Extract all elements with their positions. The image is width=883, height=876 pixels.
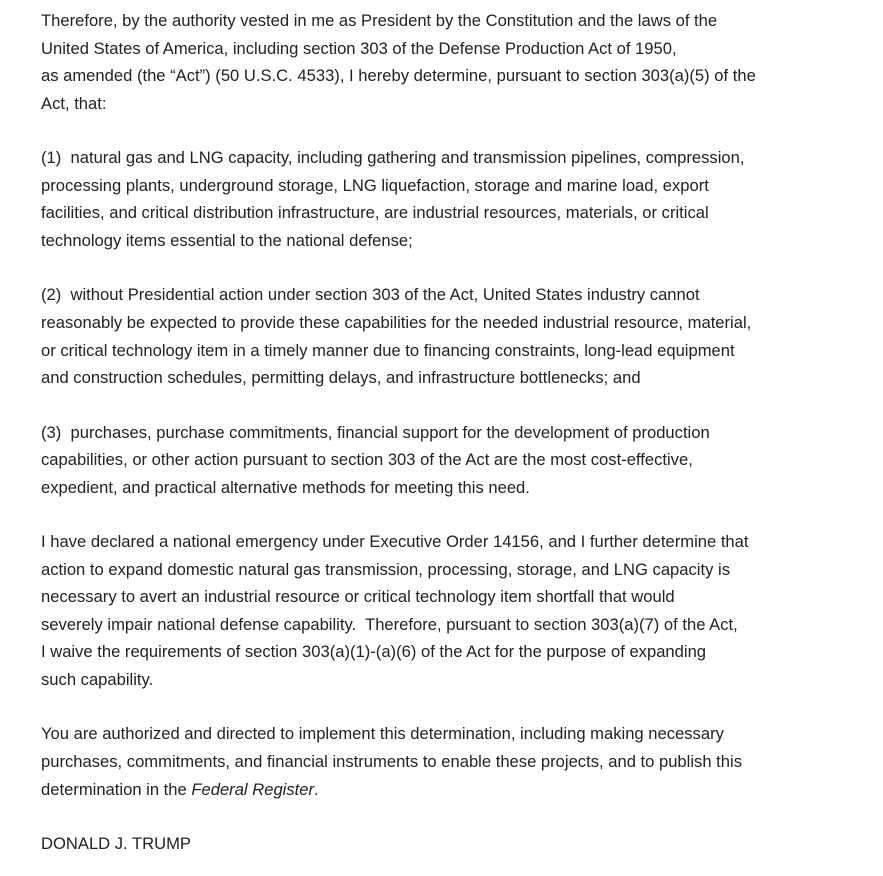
document-body (41, 7, 841, 858)
text-line: Therefore, by the authority vested in me as President by the Constitution and the laws of the (41, 11, 718, 30)
paragraph-item-1 (41, 144, 841, 254)
federal-register-title: Federal Register (191, 779, 315, 799)
text-line: (1) natural gas and LNG capacity, including gathering and transmission pipelines, compression, (41, 148, 745, 168)
signature: DONALD J. TRUMP (41, 834, 191, 854)
text-line: United States of America, including section 303 of the Defense Production Act of 1950, (41, 38, 677, 58)
text-line: as amended (the “Act”) (50 U.S.C. 4533), I hereby determine, pursuant to section 303(a)(5) of the (41, 66, 756, 86)
text-line: reasonably be expected to provide these capabilities for the needed industrial resource, material, (41, 312, 752, 332)
paragraph-item-2 (41, 281, 841, 391)
text-line: capabilities, or other action pursuant to section 303 of the Act are the most cost-effective, (41, 450, 693, 470)
text-line: purchases, commitments, and financial instruments to enable these projects, and to publish this (41, 752, 742, 772)
text-line: (2) without Presidential action under section 303 of the Act, United States industry cannot (41, 285, 700, 305)
text-line: Act, that: (41, 93, 107, 113)
text-line: . (314, 779, 319, 799)
paragraph-authorization (41, 720, 841, 803)
text-line: technology items essential to the national defense; (41, 230, 413, 250)
text-line: processing plants, underground storage, LNG liquefaction, storage and marine load, export (41, 175, 709, 195)
text-line: necessary to avert an industrial resource or critical technology item shortfall that would (41, 587, 675, 607)
text-line: determination in the (41, 779, 192, 799)
text-line: (3) purchases, purchase commitments, financial support for the development of production (41, 422, 710, 442)
text-line: You are authorized and directed to implement this determination, including making necessary (41, 724, 724, 744)
text-line: such capability. (41, 670, 154, 690)
text-line: severely impair national defense capability. Therefore, pursuant to section 303(a)(7) of the Act, (41, 614, 738, 634)
text-line: and construction schedules, permitting delays, and infrastructure bottlenecks; and (41, 368, 641, 388)
paragraph-item-3 (41, 419, 841, 502)
text-line: I have declared a national emergency under Executive Order 14156, and I further determine that (41, 532, 749, 552)
text-line: or critical technology item in a timely manner due to financing constraints, long-lead equipment (41, 340, 735, 360)
text-line: action to expand domestic natural gas transmission, processing, storage, and LNG capacity is (41, 559, 730, 579)
text-line: I waive the requirements of section 303(a)(1)-(a)(6) of the Act for the purpose of expanding (41, 642, 707, 662)
text-line: facilities, and critical distribution infrastructure, are industrial resources, materials, or critical (41, 203, 709, 223)
paragraph-preamble (41, 7, 841, 117)
paragraph-waiver (41, 528, 841, 694)
text-line: expedient, and practical alternative methods for meeting this need. (41, 477, 530, 497)
